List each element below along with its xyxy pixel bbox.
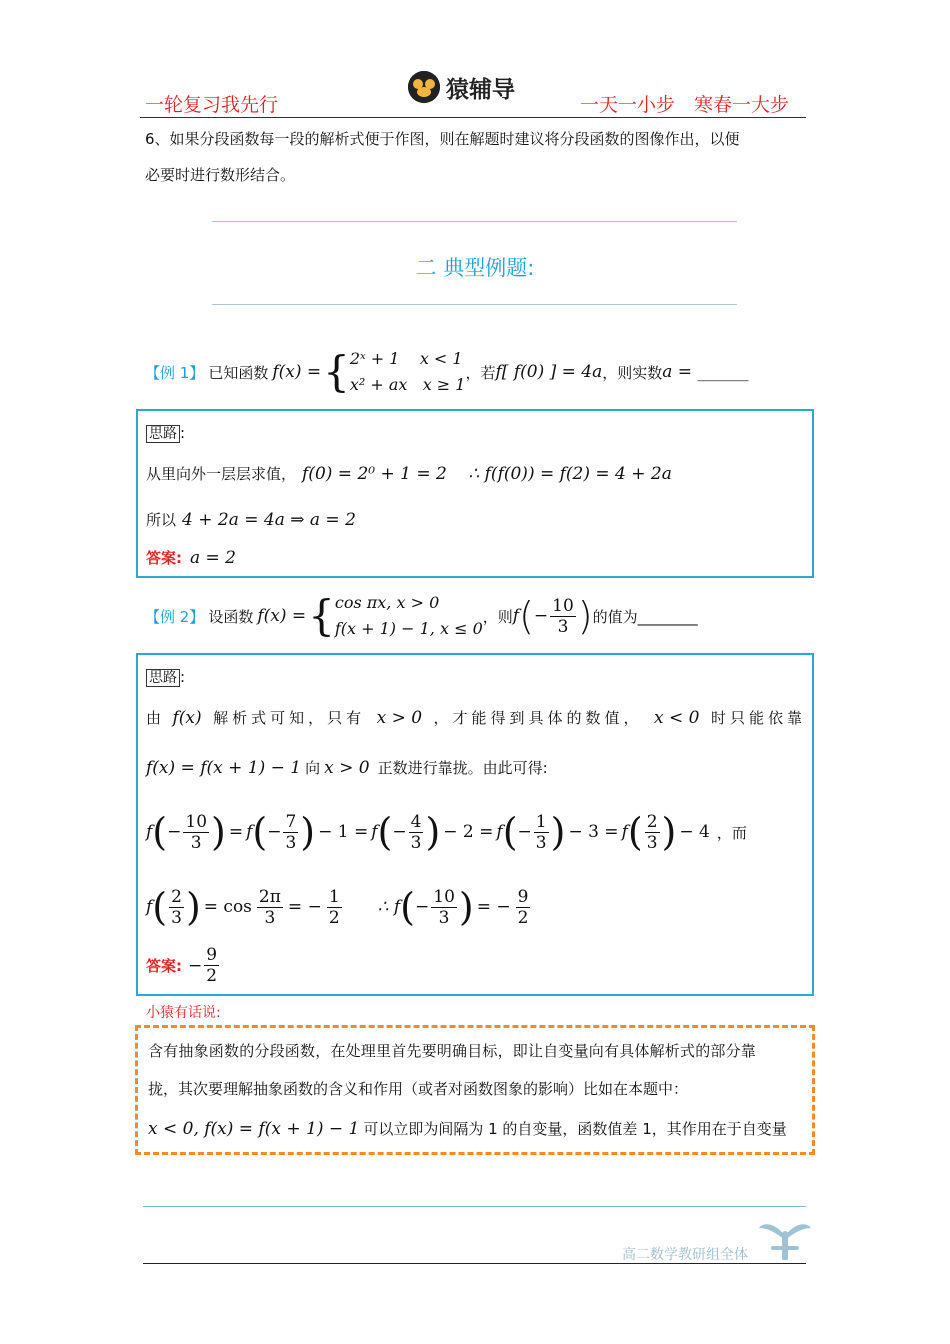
final-frac-5	[516, 887, 531, 928]
example2-l2b: 向	[305, 759, 321, 777]
example2-question	[145, 588, 698, 644]
example1-line1-text: 从里向外一层层求值，	[146, 465, 297, 483]
chain-eq: =	[228, 822, 244, 842]
final-frac-1-den: 3	[171, 907, 182, 928]
chain-f-4: f	[496, 822, 503, 842]
example2-l1b: f(x)	[172, 707, 202, 728]
section-title: 二 典型例题:	[415, 256, 535, 280]
chain-frac-2	[283, 812, 298, 853]
example1-brace: {	[323, 347, 350, 396]
example1-hint-tag: 思路	[146, 425, 180, 443]
example2-l2d: 正数进行靠拢。由此可得:	[377, 759, 548, 777]
example1-question	[145, 344, 748, 400]
footer-text: 高二数学教研组全体	[622, 1247, 748, 1263]
example1-line1-math: f(0) = 2⁰ + 1 = 2 ∴ f(f(0)) = f(2) = 4 + 2a	[302, 463, 672, 484]
example2-lparen: (	[519, 594, 534, 638]
example2-label: 【例 2】	[145, 607, 205, 626]
example1-cases	[350, 346, 466, 398]
example2-frac	[550, 596, 576, 637]
example2-line1	[146, 707, 806, 728]
chain-rparen-2: )	[300, 810, 316, 854]
example2-answer-neg: −	[188, 955, 203, 976]
chain-lparen-2: (	[252, 810, 268, 854]
example2-l2c: x > 0	[324, 757, 370, 778]
chain-minus-1: −	[167, 822, 182, 842]
footer-emblem-icon	[757, 1214, 813, 1264]
header-right-slogan: 一天一小步 寒春一大步	[580, 94, 790, 116]
example2-hint-colon: :	[180, 668, 186, 686]
chain-m3: − 3 =	[568, 822, 619, 842]
chain-minus-3: −	[392, 822, 407, 842]
chain-f-1: f	[146, 822, 153, 842]
example2-line2	[146, 757, 548, 778]
example1-line1	[146, 463, 672, 484]
chain-lparen-3: (	[377, 810, 393, 854]
tip-line-3-text: 可以立即为间隔为 1 的自变量，函数值差 1，其作用在于自变量	[363, 1120, 787, 1138]
header-left-slogan: 一轮复习我先行	[145, 94, 279, 116]
example1-hint-header	[146, 423, 185, 443]
example1-suffix: ，则实数	[602, 363, 663, 382]
chain-frac-1-num: 10	[185, 811, 208, 832]
footer-line-bottom	[143, 1263, 806, 1264]
example1-ask: a = ______	[662, 362, 749, 382]
final-lparen-2: (	[400, 885, 415, 929]
final-frac-2	[257, 887, 283, 928]
example2-hint-tag: 思路	[146, 669, 180, 687]
example1-answer	[146, 547, 236, 568]
example2-answer-frac	[204, 945, 219, 986]
chain-f-3: f	[371, 822, 378, 842]
example2-l1a: 由	[146, 709, 162, 727]
example1-line2-math: 4 + 2a = 4a ⇒ a = 2	[182, 509, 356, 530]
chain-lparen-4: (	[502, 810, 518, 854]
chain-lparen-1: (	[152, 810, 168, 854]
example1-answer-label: 答案:	[146, 549, 182, 567]
example2-chain	[146, 805, 747, 859]
tip-line-3-math: x < 0, f(x) = f(x + 1) − 1	[148, 1118, 360, 1139]
intro-line-1: 6、如果分段函数每一段的解析式便于作图，则在解题时建议将分段函数的图像作出，以便	[145, 130, 740, 148]
chain-rparen-5: )	[661, 810, 677, 854]
final-frac-4	[431, 887, 457, 928]
chain-lparen-5: (	[627, 810, 643, 854]
example2-neg: −	[533, 606, 549, 626]
example2-answer-label: 答案:	[146, 957, 182, 975]
final-lparen-1: (	[152, 885, 168, 929]
example2-mid: ，则	[482, 607, 513, 626]
final-frac-1	[169, 887, 184, 928]
example2-prefix: 设函数	[208, 607, 254, 626]
tip-title: 小猿有话说:	[146, 1005, 221, 1021]
chain-frac-4-num: 1	[535, 811, 547, 832]
final-frac-3	[327, 887, 342, 928]
chain-frac-2-num: 7	[285, 811, 297, 832]
final-eq-2: = −	[476, 897, 511, 917]
chain-frac-1-den: 3	[190, 832, 202, 853]
final-frac-4-den: 3	[438, 907, 450, 928]
final-frac-5-num: 9	[517, 886, 529, 907]
chain-f-2: f	[246, 822, 253, 842]
example2-case1: cos πx, x > 0	[334, 593, 440, 612]
final-frac-1-num: 2	[171, 886, 182, 907]
header-divider	[140, 117, 806, 118]
example1-prefix: 已知函数	[208, 363, 269, 382]
example2-case2: f(x + 1) − 1, x ≤ 0	[334, 619, 483, 638]
example1-hint-colon: :	[180, 424, 186, 442]
example1-fx: f(x) =	[272, 362, 322, 382]
final-eq-cos: = cos	[203, 897, 252, 917]
example2-answer-num: 9	[206, 945, 218, 965]
example1-mid: ，若	[465, 363, 496, 382]
final-rparen-1: )	[185, 885, 201, 929]
chain-minus-2: −	[267, 822, 282, 842]
chain-frac-5-num: 2	[646, 811, 658, 832]
chain-frac-5	[645, 812, 660, 853]
example1-condition: f[ f(0) ] = 4a	[495, 362, 603, 382]
section-rule-top	[212, 221, 737, 222]
final-frac-2-num: 2π	[258, 886, 281, 907]
example1-case1: 2ˣ + 1 x < 1	[349, 349, 463, 368]
final-therefore: ∴ f	[377, 897, 401, 917]
example1-label: 【例 1】	[145, 363, 205, 382]
chain-rparen-4: )	[550, 810, 566, 854]
chain-m2: − 2 =	[443, 822, 494, 842]
example2-suffix: 的值为________	[592, 607, 698, 626]
brand-name: 猿辅导	[446, 76, 515, 103]
tip-box	[135, 1025, 815, 1155]
chain-m4: − 4	[679, 822, 710, 842]
chain-frac-2-den: 3	[285, 832, 297, 853]
example2-l1g: 时只能依靠	[710, 709, 806, 727]
chain-f-5: f	[621, 822, 628, 842]
example1-case2: x² + ax x ≥ 1	[349, 375, 466, 394]
example2-rparen: )	[577, 594, 593, 638]
example2-frac-den: 3	[557, 616, 569, 637]
example1-answer-value: a = 2	[190, 547, 237, 568]
final-frac-4-num: 10	[433, 886, 455, 907]
example2-l1c: 解析式可知，只有	[213, 709, 366, 727]
chain-frac-1	[183, 812, 209, 853]
tip-line-2: 拢，其次要理解抽象函数的含义和作用（或者对函数图象的影响）比如在本题中：	[148, 1080, 689, 1098]
tip-line-1: 含有抽象函数的分段函数，在处理里首先要明确目标，即让自变量向有具体解析式的部分靠	[148, 1042, 757, 1060]
example2-l2a: f(x) = f(x + 1) − 1	[146, 757, 302, 778]
final-minus: −	[415, 897, 430, 917]
intro-line-2: 必要时进行数形结合。	[145, 166, 296, 184]
example2-solution-box	[136, 653, 814, 996]
chain-frac-4	[534, 812, 549, 853]
chain-frac-5-den: 3	[646, 832, 658, 853]
chain-tail: ，而	[716, 823, 747, 842]
brand-logo	[408, 70, 515, 104]
tip-line-3	[148, 1118, 787, 1139]
example2-cases	[335, 590, 483, 642]
monkey-logo-icon	[408, 71, 440, 103]
example2-answer	[146, 945, 221, 986]
final-eq-1: = −	[287, 897, 322, 917]
chain-frac-3	[409, 812, 424, 853]
chain-m1: − 1 =	[318, 822, 369, 842]
final-f: f	[146, 897, 153, 917]
example1-solution-box	[136, 409, 814, 578]
example2-l1d: x > 0	[376, 707, 423, 728]
example2-brace: {	[308, 591, 335, 640]
example2-fx: f(x) =	[257, 606, 307, 626]
example1-line2-text: 所以	[146, 511, 177, 529]
chain-frac-4-den: 3	[535, 832, 547, 853]
chain-minus-4: −	[517, 822, 532, 842]
final-rparen-2: )	[458, 885, 474, 929]
final-frac-3-den: 2	[328, 907, 340, 928]
example2-l1f: x < 0	[654, 707, 700, 728]
final-frac-2-den: 3	[264, 907, 276, 928]
section-rule-bottom	[212, 304, 737, 305]
example2-l1e: ，才能得到具体的数值，	[433, 709, 643, 727]
final-frac-3-num: 1	[328, 886, 340, 907]
example2-frac-num: 10	[552, 595, 574, 616]
chain-frac-3-num: 4	[410, 811, 422, 832]
chain-rparen-1: )	[211, 810, 226, 854]
example1-line2	[146, 509, 356, 530]
chain-frac-3-den: 3	[410, 832, 422, 853]
chain-rparen-3: )	[425, 810, 441, 854]
example2-hint-header	[146, 667, 185, 687]
example2-answer-den: 2	[206, 966, 218, 986]
final-frac-5-den: 2	[517, 907, 529, 928]
example2-f: f	[512, 606, 520, 626]
footer-line-top	[143, 1206, 806, 1207]
example2-final	[146, 880, 532, 934]
